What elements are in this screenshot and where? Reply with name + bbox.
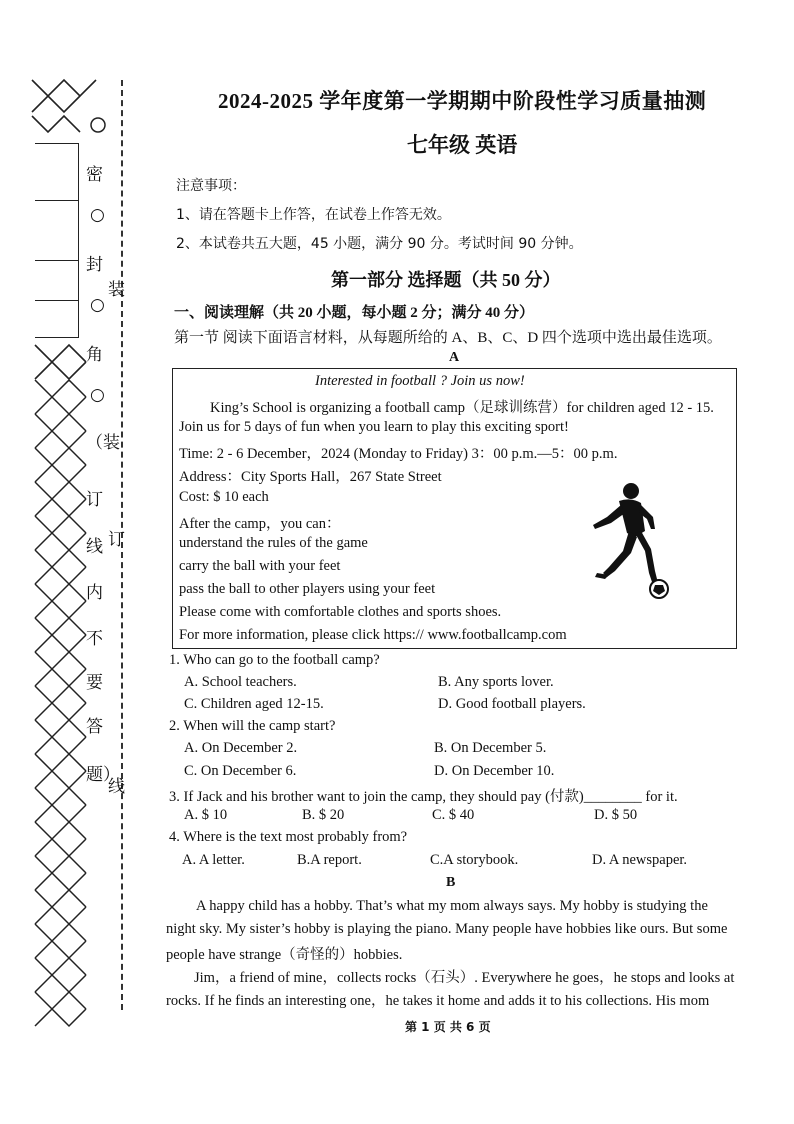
part-title: 第一部分 选择题（共 50 分） xyxy=(331,270,561,290)
notes-heading: 注意事项： xyxy=(176,178,246,194)
question-stem: 3. If Jack and his brother want to join the camp, they should pay (付款)________ for it. xyxy=(169,789,678,805)
ad-headline: Interested in football ? Join us now! xyxy=(315,373,525,389)
note-item: 1、请在答题卡上作答，在试卷上作答无效。 xyxy=(176,207,451,223)
option: A. School teachers. xyxy=(184,674,297,690)
diamond-pattern xyxy=(35,448,86,482)
diamond-pattern xyxy=(35,550,86,584)
diamond-pattern xyxy=(35,482,86,516)
info-divider xyxy=(35,200,78,201)
binding-char: 装 xyxy=(108,280,125,300)
ad-line: Please come with comfortable clothes and sports shoes. xyxy=(179,604,502,620)
seal-char: 题） xyxy=(86,765,120,785)
seal-char: 订 xyxy=(86,490,103,510)
section-instruction: 第一节 阅读下面语言材料，从每题所给的 A、B、C、D 四个选项中选出最佳选项。 xyxy=(174,330,722,346)
question-stem: 4. Where is the text most probably from? xyxy=(169,829,408,845)
option: A. A letter. xyxy=(182,852,245,868)
seal-char: 封 xyxy=(86,255,103,275)
passage-label: A xyxy=(449,350,460,365)
ad-line: Time: 2 - 6 December，2024 (Monday to Friday) 3：00 p.m.—5：00 p.m. xyxy=(179,446,618,462)
seal-char: （装 xyxy=(86,433,120,453)
option: B. On December 5. xyxy=(434,740,547,756)
diamond-pattern xyxy=(35,720,86,754)
seal-char: 角 xyxy=(86,345,103,365)
diamond-pattern xyxy=(35,618,86,652)
binding-char: 订 xyxy=(108,530,125,550)
option: D. $ 50 xyxy=(594,807,638,823)
student-info-box xyxy=(35,143,79,338)
option: D. A newspaper. xyxy=(592,852,688,868)
note-item: 2、本试卷共五大题，45 小题，满分 90 分。考试时间 90 分钟。 xyxy=(176,236,583,252)
option: C. On December 6. xyxy=(184,763,297,779)
exam-subtitle: 七年级 英语 xyxy=(407,133,518,157)
option: B. $ 20 xyxy=(302,807,345,823)
binding-char: 线 xyxy=(108,777,125,797)
ad-line: carry the ball with your feet xyxy=(179,558,341,574)
paragraph-line: rocks. If he finds an interesting one，he takes it home and adds it to his collections. His mom xyxy=(166,993,710,1009)
option: B. Any sports lover. xyxy=(438,674,554,690)
seal-char: ○ xyxy=(90,385,105,405)
diamond-pattern xyxy=(35,890,86,924)
diamond-pattern xyxy=(35,754,86,788)
section-title: 一、阅读理解（共 20 小题，每小题 2 分；满分 40 分） xyxy=(174,305,535,321)
diamond-pattern xyxy=(35,584,86,618)
seal-char: 线 xyxy=(86,537,103,557)
ad-line: pass the ball to other players using your feet xyxy=(179,581,436,597)
seal-char: 不 xyxy=(86,629,103,649)
diamond-pattern xyxy=(35,788,86,822)
advertisement-box xyxy=(172,368,737,649)
diamond-pattern xyxy=(35,958,86,992)
option: D. Good football players. xyxy=(438,696,586,712)
ad-line: For more information, please click https:// www.footballcamp.com xyxy=(179,627,567,643)
ad-line: Address：City Sports Hall，267 State Street xyxy=(179,469,442,485)
ad-line: King’s School is organizing a football camp（足球训练营）for children aged 12 - 15. xyxy=(210,400,714,416)
info-divider xyxy=(35,300,78,301)
seal-char: ○ xyxy=(90,205,105,225)
paragraph-line: A happy child has a hobby. That’s what my mom always says. My hobby is studying the xyxy=(196,898,708,914)
paragraph-line: people have strange（奇怪的）hobbies. xyxy=(166,947,403,963)
paragraph-line: night sky. My sister’s hobby is playing the piano. Many people have hobbies like ours. But some xyxy=(166,921,728,937)
seal-char: ○ xyxy=(90,295,105,315)
diamond-pattern xyxy=(35,822,86,856)
option: A. On December 2. xyxy=(184,740,298,756)
football-player-image xyxy=(583,481,673,606)
diamond-pattern xyxy=(35,686,86,720)
page-footer: 第 1 页 共 6 页 xyxy=(405,1020,491,1034)
exam-title: 2024-2025 学年度第一学期期中阶段性学习质量抽测 xyxy=(218,89,707,113)
passage-label: B xyxy=(446,875,456,890)
diamond-pattern xyxy=(35,652,86,686)
ad-line: After the camp，you can： xyxy=(179,516,341,532)
diamond-pattern xyxy=(35,924,86,958)
diamond-pattern xyxy=(35,380,86,414)
option: A. $ 10 xyxy=(184,807,228,823)
ad-line: Join us for 5 days of fun when you learn to play this exciting sport! xyxy=(179,419,569,435)
diamond-pattern xyxy=(35,516,86,550)
option: D. On December 10. xyxy=(434,763,555,779)
diamond-pattern xyxy=(35,414,86,448)
option: C.A storybook. xyxy=(430,852,519,868)
diamond-pattern xyxy=(35,856,86,890)
seal-char: 密 xyxy=(86,165,103,185)
seal-char: 答 xyxy=(86,717,103,737)
question-stem: 1. Who can go to the football camp? xyxy=(169,652,380,668)
paragraph-line: Jim，a friend of mine，collects rocks（石头）. Everywhere he goes，he stops and looks at xyxy=(194,970,735,986)
diamond-pattern xyxy=(35,992,86,1026)
seal-char: 要 xyxy=(86,673,103,693)
question-stem: 2. When will the camp start? xyxy=(169,718,336,734)
ad-line: Cost: $ 10 each xyxy=(179,489,269,505)
seal-char: 内 xyxy=(86,583,103,603)
option: C. $ 40 xyxy=(432,807,475,823)
ad-line: understand the rules of the game xyxy=(179,535,368,551)
option: C. Children aged 12-15. xyxy=(184,696,324,712)
option: B.A report. xyxy=(297,852,362,868)
info-divider xyxy=(35,260,78,261)
